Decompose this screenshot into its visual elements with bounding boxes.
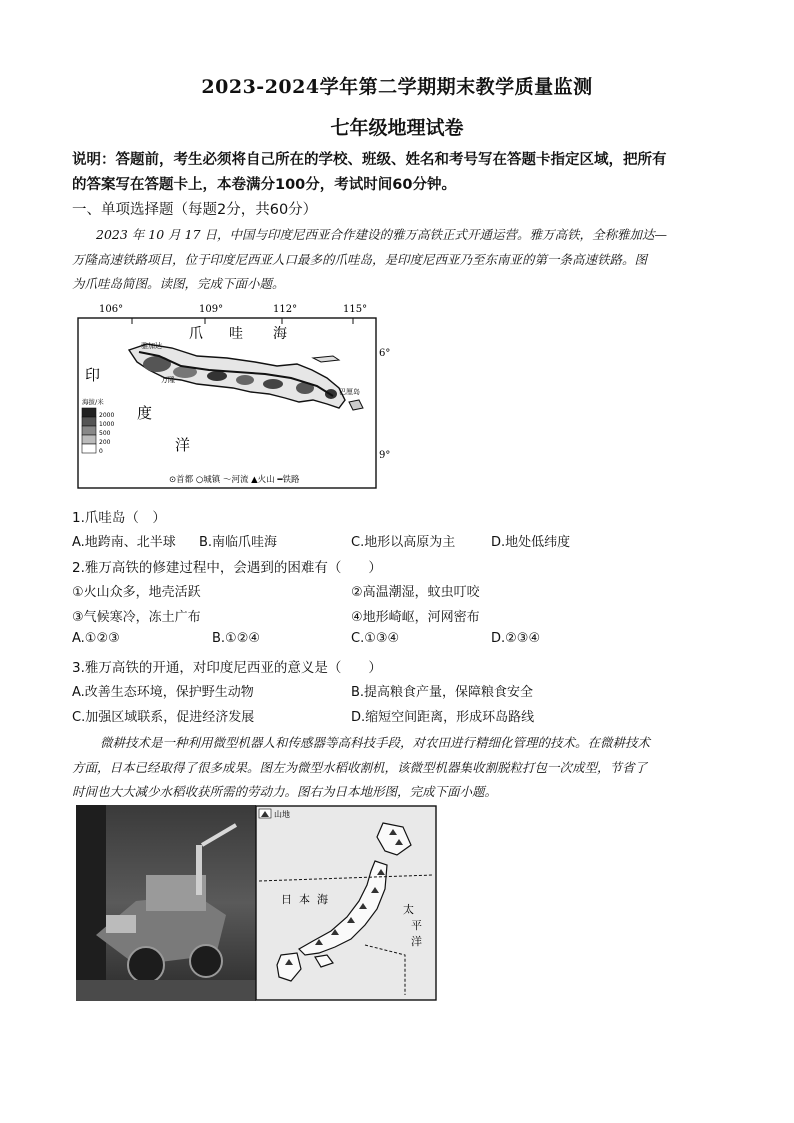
instructions-line-2: 的答案写在答题卡上，本卷满分100分，考试时间60分钟。 bbox=[72, 177, 456, 193]
rice-harvester-photo bbox=[76, 805, 256, 1001]
passage2-line-2: 方面，日本已经取得了很多成果。图左为微型水稻收割机，该微型机器集收割脱粒打包一次成型，节省了 bbox=[72, 760, 648, 775]
map2-ocean-char-3: 洋 bbox=[411, 935, 422, 948]
passage2-line-1: 微耕技术是一种利用微型机器人和传感器等高科技手段，对农田进行精细化管理的技术。在微耕技术 bbox=[100, 735, 651, 750]
q2-option-b[interactable]: B.①②④ bbox=[212, 631, 261, 646]
legend-value-2000: 2000 bbox=[99, 412, 115, 419]
q1-option-a[interactable]: A.地跨南、北半球 bbox=[72, 535, 176, 550]
place-jakarta: 雅加达 bbox=[141, 342, 162, 350]
japan-terrain-map bbox=[255, 805, 437, 1001]
section-heading: 一、单项选择题（每题2分，共60分） bbox=[72, 202, 318, 218]
q3-option-b[interactable]: B.提高粮食产量，保障粮食安全 bbox=[351, 685, 534, 700]
lon-label-112: 112° bbox=[273, 304, 298, 315]
exam-subtitle: 七年级地理试卷 bbox=[330, 117, 464, 139]
legend-value-0: 0 bbox=[99, 448, 103, 455]
lon-label-109: 109° bbox=[199, 304, 224, 315]
lat-label-9: 9° bbox=[379, 450, 391, 461]
ocean-char-3: 洋 bbox=[175, 436, 191, 454]
passage2-line-3: 时间也大大减少水稻收获所需的劳动力。图右为日本地形图，完成下面小题。 bbox=[72, 784, 498, 799]
map2-legend: 山地 bbox=[274, 810, 290, 819]
q2-option-a[interactable]: A.①②③ bbox=[72, 631, 120, 646]
ocean-char-1: 印 bbox=[85, 366, 101, 384]
lon-label-115: 115° bbox=[343, 304, 368, 315]
passage1-line-2: 万隆高速铁路项目，位于印度尼西亚人口最多的爪哇岛，是印度尼西亚乃至东南亚的第一条高速铁路。图 bbox=[72, 252, 648, 267]
q3-option-c[interactable]: C.加强区域联系，促进经济发展 bbox=[72, 710, 255, 725]
lat-label-6: 6° bbox=[379, 348, 391, 359]
q3-option-a[interactable]: A.改善生态环境，保护野生动物 bbox=[72, 685, 254, 700]
question-2-stem: 2.雅万高铁的修建过程中，会遇到的困难有（ ） bbox=[72, 560, 382, 576]
q2-option-c[interactable]: C.①③④ bbox=[351, 631, 400, 646]
map2-sea-char-1: 日 bbox=[281, 893, 292, 906]
q2-option-d[interactable]: D.②③④ bbox=[491, 631, 541, 646]
map2-ocean-char-1: 太 bbox=[403, 903, 414, 916]
q1-option-d[interactable]: D.地处低纬度 bbox=[491, 535, 571, 550]
lon-label-106: 106° bbox=[99, 304, 124, 315]
legend-value-200: 200 bbox=[99, 439, 111, 446]
q2-item-3: ③气候寒冷，冻土广布 bbox=[72, 610, 201, 625]
sea-char-2: 哇 bbox=[229, 326, 243, 342]
exam-title: 2023-2024学年第二学期期末教学质量监测 bbox=[201, 76, 593, 98]
passage1-line-1: 2023 年 10 月 17 日，中国与印度尼西亚合作建设的雅万高铁正式开通运营。雅万高铁，全称雅加达— bbox=[96, 227, 667, 242]
map2-sea-char-3: 海 bbox=[317, 893, 328, 906]
legend-title: 海拔/米 bbox=[82, 398, 104, 406]
java-island-map bbox=[77, 300, 391, 490]
question-3-stem: 3.雅万高铁的开通，对印度尼西亚的意义是（ ） bbox=[72, 660, 382, 676]
place-bali: 巴厘岛 bbox=[339, 388, 360, 396]
instructions-line-1: 说明：答题前，考生必须将自己所在的学校、班级、姓名和考号写在答题卡指定区域，把所有 bbox=[72, 152, 667, 168]
q2-item-1: ①火山众多，地壳活跃 bbox=[72, 585, 201, 600]
map2-ocean-char-2: 平 bbox=[411, 919, 422, 932]
q2-item-2: ②高温潮湿，蚊虫叮咬 bbox=[351, 585, 480, 600]
sea-char-1: 爪 bbox=[189, 326, 203, 342]
map2-sea-char-2: 本 bbox=[299, 893, 310, 906]
sea-char-3: 海 bbox=[273, 326, 287, 342]
ocean-char-2: 度 bbox=[137, 404, 153, 422]
legend-value-500: 500 bbox=[99, 430, 111, 437]
map1-bottom-legend: ⊙首都 ○城镇 〜河流 ▲火山 ━铁路 bbox=[169, 475, 300, 485]
question-1-stem: 1.爪哇岛（ ） bbox=[72, 510, 166, 526]
q1-option-b[interactable]: B.南临爪哇海 bbox=[199, 535, 278, 550]
q3-option-d[interactable]: D.缩短空间距离，形成环岛路线 bbox=[351, 710, 535, 725]
legend-value-1000: 1000 bbox=[99, 421, 115, 428]
passage1-line-3: 为爪哇岛简图。读图，完成下面小题。 bbox=[72, 276, 285, 291]
place-bandung: 万隆 bbox=[161, 376, 175, 384]
q2-item-4: ④地形崎岖，河网密布 bbox=[351, 610, 480, 625]
q1-option-c[interactable]: C.地形以高原为主 bbox=[351, 535, 456, 550]
